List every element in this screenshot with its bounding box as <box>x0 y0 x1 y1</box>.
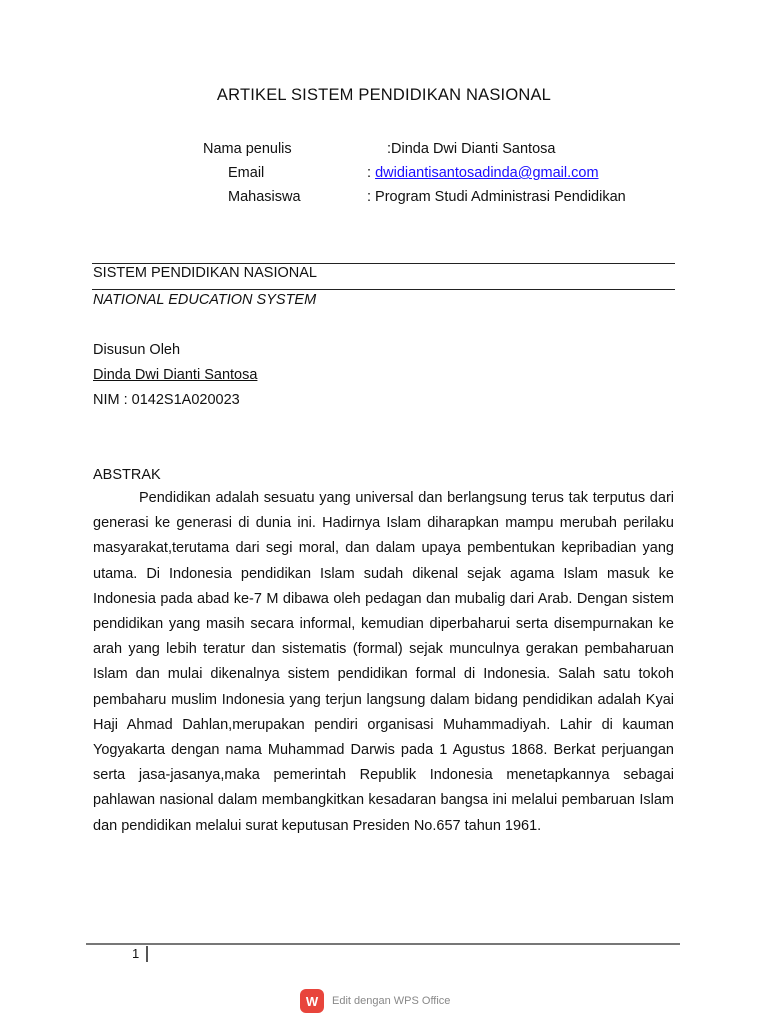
wps-edit-badge[interactable] <box>300 989 450 1013</box>
wps-edit-text[interactable]: Edit dengan WPS Office <box>332 995 451 1007</box>
wps-logo-icon: W <box>300 989 324 1013</box>
top-divider <box>92 263 675 264</box>
footer-divider <box>86 943 680 945</box>
page-number-bar <box>146 946 148 962</box>
heading-english: NATIONAL EDUCATION SYSTEM <box>93 292 317 308</box>
abstract-body: Pendidikan adalah sesuatu yang universal dan berlangsung terus tak terputus dari generasi ke generasi di dunia ini. Hadirnya Islam diharapkan mampu merubah perilaku masyarakat,terutama dari segi moral, dan dalam upaya pembentukan kepribadian yang utama. Di Indonesia pendidikan Islam sudah dikenal sejak agama Islam masuk ke Indonesia pada abad ke-7 M dibawa oleh pedagan dan mubalig dari Arab. Dengan sistem pendidikan yang masih secara informal, kemudian diperbaharui serta disempurnakan ke arah yang lebih teratur dan sistematis (formal) sejak munculnya gerakan pembaharuan Islam dan mulai dikenalnya sistem pendidikan formal di Indonesia. Salah satu tokoh pembaharu muslim Indonesia yang terjun langsung dalam bidang pendidikan adalah Kyai Haji Ahmad Dahlan,merupakan pendiri organisasi Muhammadiyah. Lahir di kauman Yogyakarta dengan nama Muhammad Darwis pada 1 Agustus 1868. Berkat perjuangan serta jasa-jasanya,maka pemerintah Republik Indonesia menetapkannya sebagai pahlawan nasional dalam membangkitkan kesadaran bangsa ini melalui pembaruan Islam dan pendidikan melalui surat keputusan Presiden No.657 tahun 1961. <box>93 490 674 834</box>
email-label: Email <box>228 165 265 181</box>
compiled-by-name: Dinda Dwi Dianti Santosa <box>93 367 258 383</box>
compiled-by-label: Disusun Oleh <box>93 342 181 358</box>
abstract-heading: ABSTRAK <box>93 467 161 483</box>
middle-divider <box>92 289 675 290</box>
student-label: Mahasiswa <box>228 189 301 205</box>
email-link[interactable]: dwidiantisantosadinda@gmail.com <box>375 165 599 181</box>
email-value-row <box>367 165 599 181</box>
student-id: NIM : 0142S1A020023 <box>93 392 240 408</box>
email-colon: : <box>367 165 376 181</box>
page-number: 1 <box>132 946 140 961</box>
author-value: :Dinda Dwi Dianti Santosa <box>387 141 556 157</box>
author-label: Nama penulis <box>203 141 292 157</box>
heading-indonesian: SISTEM PENDIDIKAN NASIONAL <box>93 265 317 281</box>
student-value: : Program Studi Administrasi Pendidikan <box>367 189 626 205</box>
document-title: ARTIKEL SISTEM PENDIDIKAN NASIONAL <box>216 86 552 104</box>
